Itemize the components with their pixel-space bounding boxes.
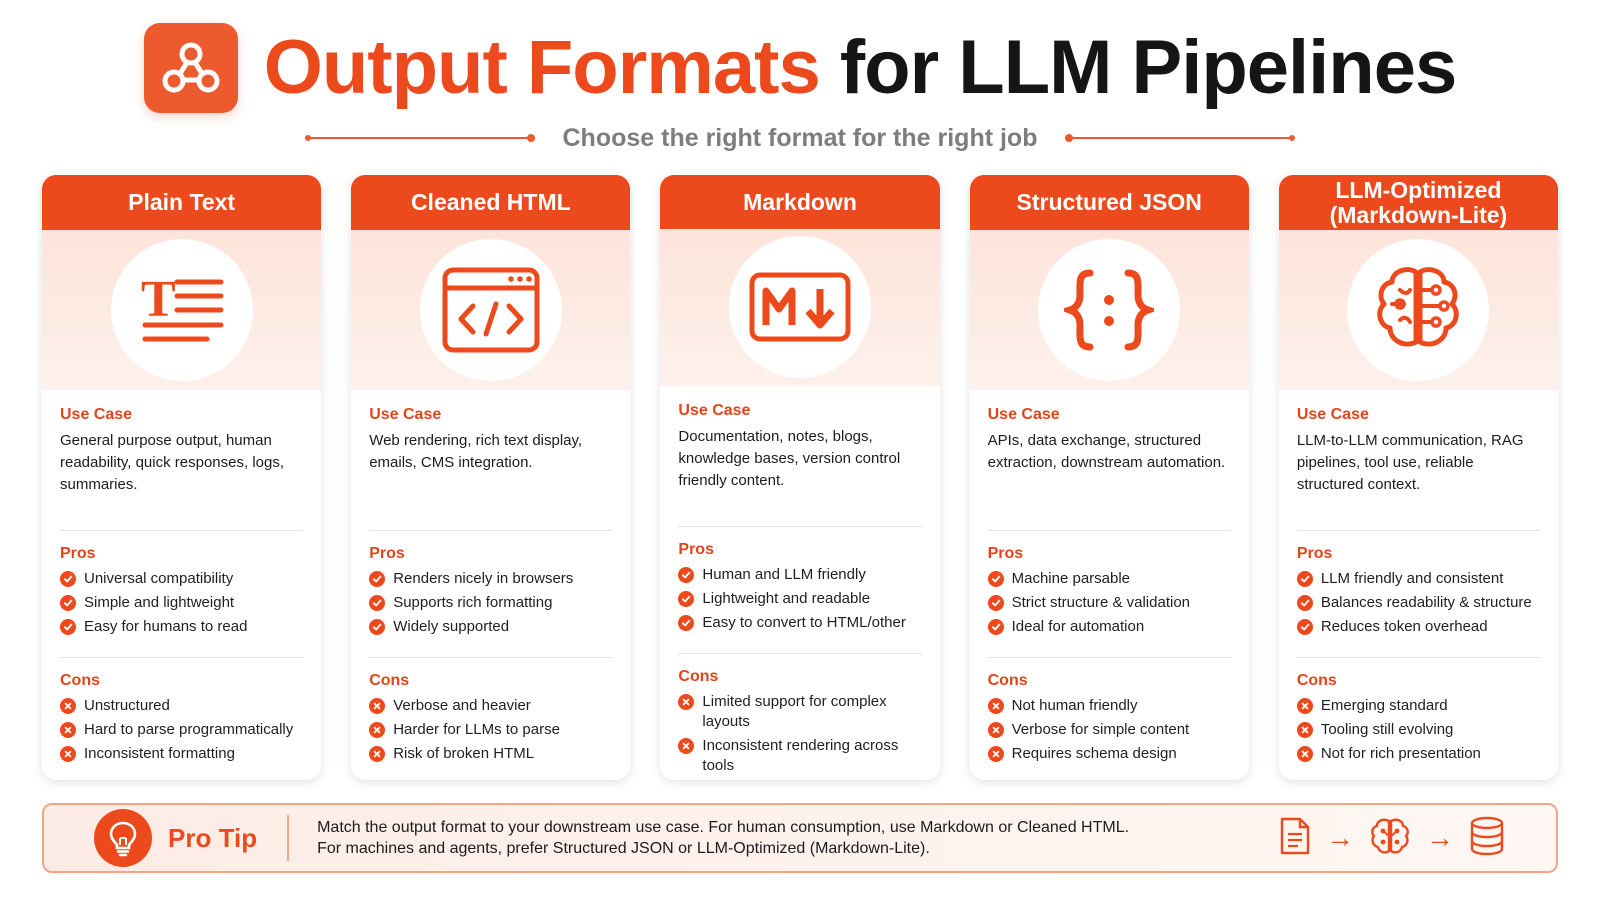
pro-item: [988, 617, 1231, 637]
check-icon: [678, 615, 694, 631]
use-case-heading: Use Case: [987, 406, 1060, 423]
cross-icon: [678, 738, 694, 754]
pro-item: [369, 593, 612, 613]
con-text: Risk of broken HTML: [393, 745, 535, 762]
use-case-heading: Use Case: [60, 406, 133, 423]
pro-text: Simple and lightweight: [84, 594, 235, 611]
check-icon: [988, 571, 1004, 587]
pro-text: Machine parsable: [1011, 570, 1131, 587]
subtitle-left-line: [305, 137, 535, 139]
code-window-icon: [420, 239, 562, 381]
card-icon-area: [970, 230, 1249, 390]
con-item: [988, 744, 1231, 764]
document-icon: [1278, 816, 1312, 861]
title-accent: Output Formats: [263, 25, 820, 110]
pros-heading: Pros: [369, 545, 405, 562]
pro-text: Reduces token overhead: [1320, 618, 1488, 635]
pro-text: Widely supported: [393, 618, 510, 635]
use-case-heading: Use Case: [369, 406, 442, 423]
divider: [988, 657, 1231, 658]
divider: [60, 530, 303, 531]
format-card: [660, 175, 939, 780]
format-cards: [42, 175, 1558, 780]
pros-list: [1297, 569, 1540, 645]
cross-icon: [1297, 698, 1313, 714]
pro-text: LLM friendly and consistent: [1320, 570, 1504, 587]
pros-heading: Pros: [987, 545, 1024, 562]
check-icon: [60, 571, 76, 587]
pros-list: [678, 565, 921, 641]
format-card: [970, 175, 1249, 780]
con-text: Requires schema design: [1011, 745, 1177, 762]
check-icon: [678, 567, 694, 583]
check-icon: [1297, 619, 1313, 635]
con-item: [369, 696, 612, 716]
check-icon: [60, 619, 76, 635]
cons-heading: Cons: [1296, 672, 1337, 689]
pro-text: Ideal for automation: [1011, 618, 1145, 635]
cross-icon: [1297, 722, 1313, 738]
con-item: [369, 720, 612, 740]
card-title: Structured JSON: [970, 175, 1249, 230]
pro-tip-line-2: For machines and agents, prefer Structured JSON or LLM-Optimized (Markdown-Lite).: [317, 840, 930, 857]
con-text: Not human friendly: [1011, 697, 1138, 714]
con-item: [1297, 696, 1540, 716]
divider: [1297, 657, 1540, 658]
markdown-icon: [729, 236, 871, 378]
format-card: [42, 175, 321, 780]
pro-item: [988, 569, 1231, 589]
use-case-text: General purpose output, human readability, quick responses, logs, summaries.: [60, 432, 285, 493]
cross-icon: [60, 722, 76, 738]
database-icon: [1468, 815, 1506, 862]
use-case-text: Documentation, notes, blogs, knowledge bases, version control friendly content.: [678, 428, 901, 489]
brain-icon: [1368, 816, 1412, 861]
card-title: Markdown: [660, 175, 939, 229]
pro-item: [678, 613, 921, 633]
con-text: Unstructured: [84, 697, 170, 714]
card-icon-area: [1279, 230, 1558, 390]
con-text: Inconsistent rendering across tools: [702, 737, 899, 774]
con-text: Limited support for complex layouts: [702, 693, 887, 730]
cross-icon: [678, 694, 694, 710]
check-icon: [369, 619, 385, 635]
con-item: [678, 692, 921, 732]
pro-item: [988, 593, 1231, 613]
pro-text: Human and LLM friendly: [702, 566, 866, 583]
pros-heading: Pros: [678, 541, 714, 558]
divider: [678, 526, 921, 527]
cross-icon: [988, 698, 1004, 714]
pro-item: [60, 593, 303, 613]
pro-item: [678, 565, 921, 585]
divider: [988, 530, 1231, 531]
pro-text: Renders nicely in browsers: [393, 570, 574, 587]
card-icon-area: [42, 230, 321, 390]
header: [0, 18, 1600, 118]
pro-tip-divider: [287, 815, 289, 861]
cons-heading: Cons: [369, 672, 410, 689]
cross-icon: [988, 746, 1004, 762]
pro-text: Easy to convert to HTML/other: [702, 614, 906, 631]
con-item: [369, 744, 612, 764]
card-body: [42, 390, 321, 780]
pro-item: [678, 589, 921, 609]
con-item: [60, 744, 303, 764]
subtitle-right-line: [1065, 137, 1295, 139]
use-case-text: APIs, data exchange, structured extraction, downstream automation.: [987, 432, 1226, 471]
use-case-text: LLM-to-LLM communication, RAG pipelines, tool use, reliable structured context.: [1296, 432, 1524, 493]
cons-heading: Cons: [60, 672, 100, 689]
pro-item: [60, 617, 303, 637]
svg-text:T: T: [140, 271, 176, 328]
pro-text: Balances readability & structure: [1320, 594, 1532, 611]
card-body: [1279, 390, 1558, 780]
arrow-right-icon: →: [1326, 822, 1354, 853]
pro-item: [1297, 593, 1540, 613]
con-item: [678, 736, 921, 776]
title-rest: for LLM Pipelines: [839, 25, 1457, 110]
cross-icon: [369, 698, 385, 714]
con-text: Inconsistent formatting: [84, 745, 235, 762]
cons-list: [1297, 696, 1540, 764]
cons-heading: Cons: [678, 668, 719, 685]
con-text: Hard to parse programmatically: [84, 721, 294, 738]
use-case-heading: Use Case: [1296, 406, 1369, 423]
check-icon: [1297, 595, 1313, 611]
pro-item: [369, 569, 612, 589]
pro-item: [369, 617, 612, 637]
pro-tip-text: [317, 817, 1237, 859]
pro-text: Strict structure & validation: [1011, 594, 1191, 611]
check-icon: [988, 619, 1004, 635]
con-item: [1297, 720, 1540, 740]
logo-icon: [144, 23, 238, 113]
cons-heading: Cons: [987, 672, 1028, 689]
card-body: [351, 390, 630, 780]
pros-list: [369, 569, 612, 645]
pros-heading: Pros: [60, 545, 96, 562]
card-icon-area: [351, 230, 630, 390]
pro-item: [1297, 569, 1540, 589]
pro-text: Easy for humans to read: [84, 618, 248, 635]
cross-icon: [369, 722, 385, 738]
brain-circuit-icon: [1347, 239, 1489, 381]
pros-list: [60, 569, 303, 645]
card-icon-area: [660, 229, 939, 386]
pro-item: [60, 569, 303, 589]
cons-list: [60, 696, 303, 764]
text-lines-icon: [111, 239, 253, 381]
cross-icon: [60, 698, 76, 714]
check-icon: [369, 595, 385, 611]
pro-item: [1297, 617, 1540, 637]
pro-text: Supports rich formatting: [393, 594, 553, 611]
pro-text: Lightweight and readable: [702, 590, 871, 607]
pro-tip-label: Pro Tip: [168, 822, 258, 853]
check-icon: [369, 571, 385, 587]
cross-icon: [988, 722, 1004, 738]
pro-tip-banner: [42, 803, 1558, 873]
con-text: Harder for LLMs to parse: [393, 721, 560, 738]
check-icon: [678, 591, 694, 607]
card-title: Cleaned HTML: [351, 175, 630, 230]
subtitle-row: [0, 118, 1600, 158]
lightbulb-icon: [94, 809, 152, 867]
con-item: [60, 696, 303, 716]
use-case-text: Web rendering, rich text display, emails, CMS integration.: [369, 432, 583, 471]
format-card: [351, 175, 630, 780]
check-icon: [60, 595, 76, 611]
format-card: [1279, 175, 1558, 780]
divider: [60, 657, 303, 658]
subtitle: Choose the right format for the right job: [562, 123, 1038, 152]
con-text: Verbose for simple content: [1011, 721, 1190, 738]
card-body: [660, 386, 939, 780]
flow-icons: [1278, 815, 1506, 862]
cross-icon: [369, 746, 385, 762]
con-item: [988, 720, 1231, 740]
pros-heading: Pros: [1296, 545, 1333, 562]
con-text: Emerging standard: [1320, 697, 1448, 714]
check-icon: [988, 595, 1004, 611]
con-item: [60, 720, 303, 740]
divider: [369, 530, 612, 531]
cons-list: [678, 692, 921, 776]
page-title: [263, 25, 1457, 110]
card-body: [970, 390, 1249, 780]
curly-braces-icon: [1038, 239, 1180, 381]
divider: [369, 657, 612, 658]
con-text: Verbose and heavier: [393, 697, 531, 714]
pro-text: Universal compatibility: [84, 570, 234, 587]
pro-tip-line-1: Match the output format to your downstream use case. For human consumption, use Markdown or Cleaned HTML.: [317, 819, 1130, 836]
divider: [1297, 530, 1540, 531]
cross-icon: [1297, 746, 1313, 762]
arrow-right-icon: →: [1426, 822, 1454, 853]
card-title: Plain Text: [42, 175, 321, 230]
cons-list: [988, 696, 1231, 764]
con-item: [1297, 744, 1540, 764]
con-item: [988, 696, 1231, 716]
con-text: Tooling still evolving: [1320, 721, 1454, 738]
pros-list: [988, 569, 1231, 645]
cross-icon: [60, 746, 76, 762]
check-icon: [1297, 571, 1313, 587]
card-title: LLM-Optimized (Markdown-Lite): [1279, 175, 1558, 230]
divider: [678, 653, 921, 654]
con-text: Not for rich presentation: [1320, 745, 1481, 762]
use-case-heading: Use Case: [678, 402, 751, 419]
cons-list: [369, 696, 612, 764]
